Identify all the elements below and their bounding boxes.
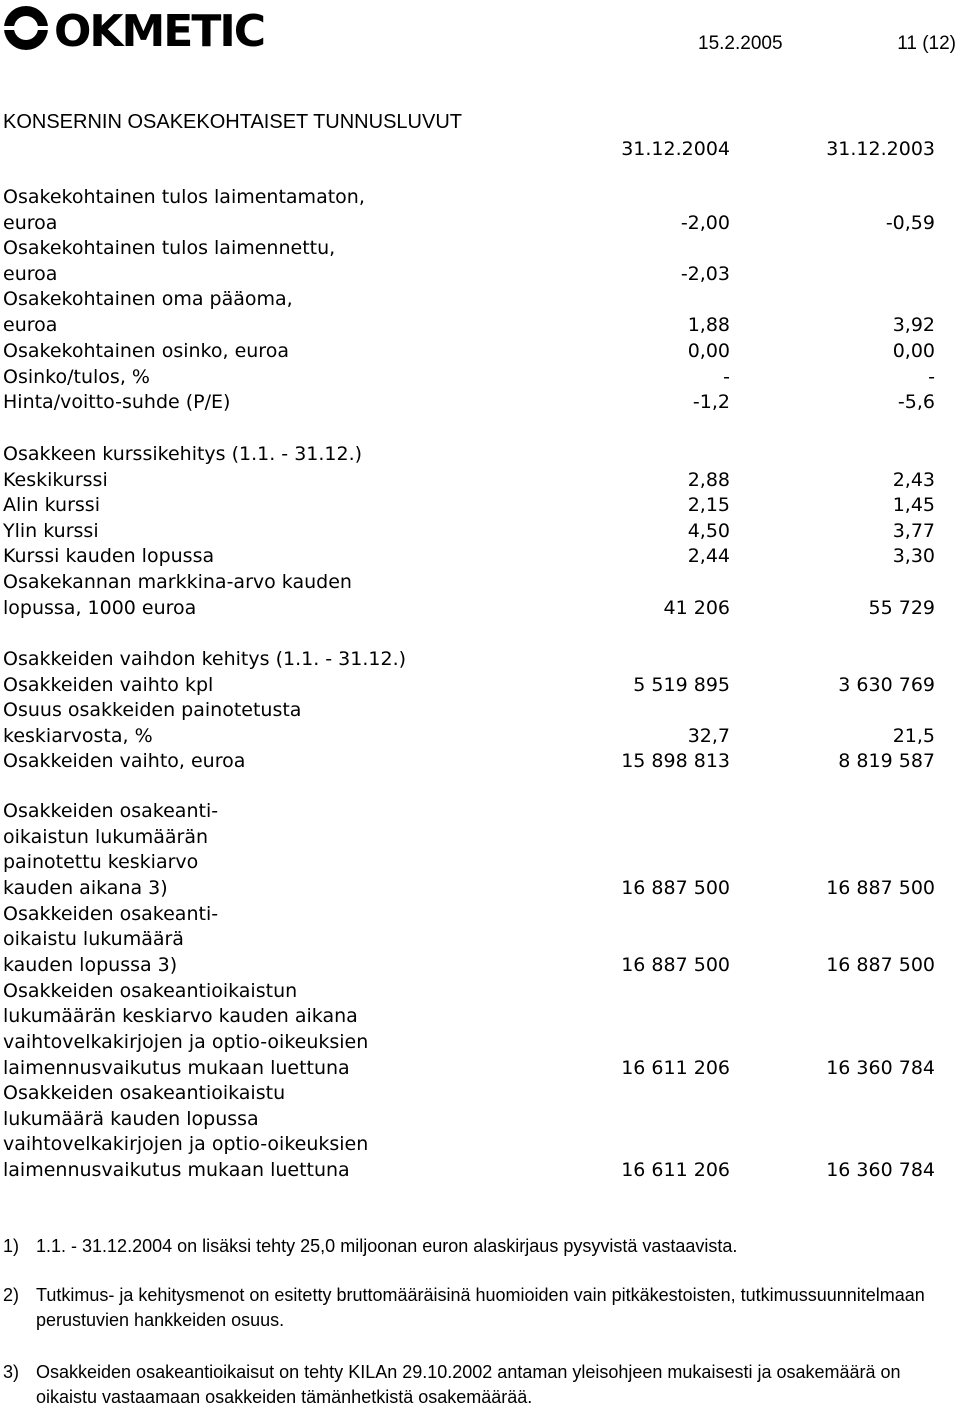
value-2003: 3,30 [892,545,935,567]
value-2003: 16 887 500 [826,877,935,899]
table-row [0,826,960,850]
value-2004: 16 887 500 [621,954,730,976]
row-label: kauden aikana 3) [3,877,168,899]
table-row [0,494,960,518]
row-label: euroa [3,212,58,234]
row-label: Hinta/voitto-suhde (P/E) [3,391,231,413]
row-label: painotettu keskiarvo [3,851,199,873]
row-label: vaihtovelkakirjojen ja optio-oikeuksien [3,1031,369,1053]
document-date: 15.2.2005 [698,33,783,54]
value-2004: -1,2 [692,391,730,413]
table-row [0,288,960,312]
value-2003: - [928,366,935,388]
value-2004: -2,03 [680,263,730,285]
footnote [3,1234,953,1259]
value-2004: 32,7 [687,725,730,747]
row-label: Osakekohtainen osinko, euroa [3,340,289,362]
table-row [0,648,960,672]
value-2004: 1,88 [687,314,730,336]
table-row [0,851,960,875]
value-2003: 3,92 [892,314,935,336]
table-row [0,1005,960,1029]
row-label: keskiarvosta, % [3,725,153,747]
row-label: Kurssi kauden lopussa [3,545,215,567]
table-row [0,443,960,467]
value-2003: 0,00 [892,340,935,362]
row-label: euroa [3,263,58,285]
table-row [0,1159,960,1183]
row-label: Osakkeiden vaihto kpl [3,674,214,696]
value-2004: 5 519 895 [633,674,730,696]
table-row [0,597,960,621]
table-row [0,750,960,774]
table-row [0,1031,960,1055]
table-row [0,800,960,824]
table-row [0,954,960,978]
row-label: Osakekohtainen tulos laimentamaton, [3,186,365,208]
value-2004: 2,15 [687,494,730,516]
row-label: kauden lopussa 3) [3,954,178,976]
page-number: 11 (12) [897,33,956,54]
row-label: oikaistun lukumäärän [3,826,209,848]
table-row [0,1133,960,1157]
value-2004: - [723,366,730,388]
value-2003: 1,45 [892,494,935,516]
footnote-number: 2) [3,1285,20,1305]
row-label: lukumäärän keskiarvo kauden aikana [3,1005,358,1027]
table-row [0,1108,960,1132]
value-2003: 21,5 [892,725,935,747]
row-label: Alin kurssi [3,494,100,516]
row-label: Osakekannan markkina-arvo kauden [3,571,352,593]
value-2004: 0,00 [687,340,730,362]
value-2003: 16 887 500 [826,954,935,976]
row-label: Osinko/tulos, % [3,366,150,388]
table-row [0,980,960,1004]
row-label: euroa [3,314,58,336]
row-label: Osakkeen kurssikehitys (1.1. - 31.12.) [3,443,363,465]
footnote-text: Osakkeiden osakeantioikaisut on tehty KILAn 29.10.2002 antaman yleisohjeen mukaisesti ja osakemäärä on oikaistu vastaamaan osakkeiden tämänhetkistä osakemäärää. [36,1362,901,1407]
row-label: laimennusvaikutus mukaan luettuna [3,1159,350,1181]
footnote-number: 1) [3,1236,20,1256]
table-row [0,725,960,749]
row-label: Osakkeiden vaihdon kehitys (1.1. - 31.12.) [3,648,407,670]
footnote [3,1283,953,1333]
table-row [0,212,960,236]
row-label: laimennusvaikutus mukaan luettuna [3,1057,350,1079]
row-label: Ylin kurssi [3,520,99,542]
column-header-2004: 31.12.2004 [621,138,730,160]
table-row [0,340,960,364]
value-2004: 2,88 [687,469,730,491]
table-row [0,237,960,261]
row-label: lopussa, 1000 euroa [3,597,197,619]
value-2004: 16 611 206 [621,1057,730,1079]
footnote-number: 3) [3,1362,20,1382]
row-label: Keskikurssi [3,469,108,491]
table-row [0,1057,960,1081]
table-row [0,520,960,544]
value-2003: 2,43 [892,469,935,491]
row-label: Osakekohtainen tulos laimennettu, [3,237,336,259]
row-label: lukumäärä kauden lopussa [3,1108,259,1130]
table-row [0,545,960,569]
row-label: vaihtovelkakirjojen ja optio-oikeuksien [3,1133,369,1155]
footnote-text: Tutkimus- ja kehitysmenot on esitetty bruttomääräisinä huomioiden vain pitkäkestoisten, tutkimussuunnitelmaan perustuvien hankkeiden osuus. [36,1285,925,1330]
table-row [0,391,960,415]
table-row [0,1082,960,1106]
table-row [0,903,960,927]
table-row [0,469,960,493]
table-row [0,186,960,210]
value-2003: 8 819 587 [838,750,935,772]
value-2004: 41 206 [663,597,730,619]
column-header-2003: 31.12.2003 [826,138,935,160]
value-2003: -5,6 [897,391,935,413]
footnote [3,1360,953,1410]
value-2003: -0,59 [885,212,935,234]
value-2004: 16 611 206 [621,1159,730,1181]
column-headers [0,138,960,162]
table-row [0,571,960,595]
row-label: Osakkeiden osakeanti- [3,800,219,822]
row-label: Osakkeiden osakeanti- [3,903,219,925]
table-row [0,674,960,698]
value-2004: 4,50 [687,520,730,542]
value-2003: 55 729 [868,597,935,619]
value-2004: -2,00 [680,212,730,234]
okmetic-logo [2,2,272,54]
row-label: Osakkeiden osakeantioikaistun [3,980,298,1002]
row-label: oikaistu lukumäärä [3,928,184,950]
row-label: Osakkeiden vaihto, euroa [3,750,246,772]
table-row [0,314,960,338]
value-2003: 16 360 784 [826,1159,935,1181]
table-row [0,877,960,901]
row-label: Osakkeiden osakeantioikaistu [3,1082,286,1104]
table-row [0,263,960,287]
value-2004: 15 898 813 [621,750,730,772]
value-2004: 2,44 [687,545,730,567]
table-row [0,699,960,723]
table-row [0,928,960,952]
value-2003: 3 630 769 [838,674,935,696]
row-label: Osakekohtainen oma pääoma, [3,288,293,310]
value-2003: 16 360 784 [826,1057,935,1079]
logo-text: OKMETIC [54,6,265,54]
table-row [0,366,960,390]
page-title: KONSERNIN OSAKEKOHTAISET TUNNUSLUVUT [3,111,462,133]
value-2003: 3,77 [892,520,935,542]
footnote-text: 1.1. - 31.12.2004 on lisäksi tehty 25,0 miljoonan euron alaskirjaus pysyvistä vastaavista. [36,1236,738,1256]
row-label: Osuus osakkeiden painotetusta [3,699,302,721]
value-2004: 16 887 500 [621,877,730,899]
